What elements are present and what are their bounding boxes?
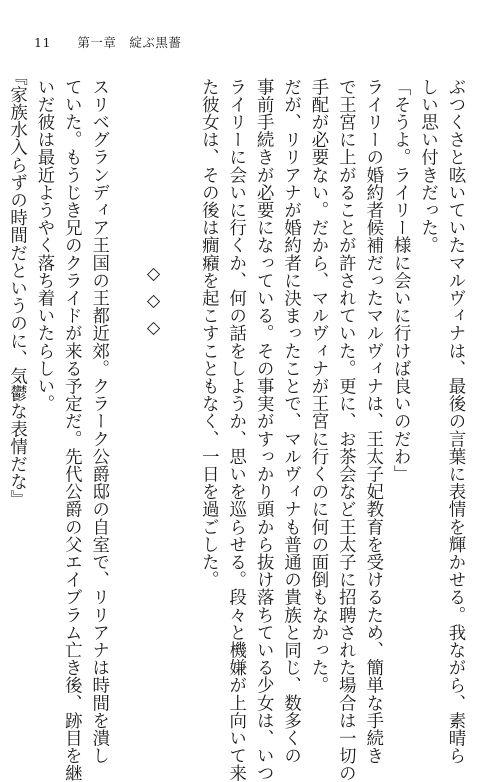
text-column: で王宮に上がることが許されていた。更に、お茶会など王太子に招聘された場合は一切の <box>335 78 356 782</box>
chapter-title: 第一章 綻ぶ黒薔 <box>77 35 182 50</box>
vertical-body-text <box>0 68 468 782</box>
text-column: た彼女は、その後は癇癪を起こすこともなく、一日を過ごした。 <box>198 78 219 589</box>
blank-column <box>167 78 194 678</box>
page-number: 11 <box>34 35 51 50</box>
blank-column <box>112 78 139 678</box>
text-column: ライリーに会いに行くか、何の話をしようか、思いを巡らせる。段々と機嫌が上向いて来 <box>225 78 246 782</box>
text-column: ライリーの婚約者候補だったマルヴィナは、王太子妃教育を受けるため、簡単な手続き <box>362 78 383 765</box>
text-column: いだ彼は最近ようやく落ち着いたらしい。 <box>33 78 54 413</box>
text-column: だが、リリアナが婚約者に決まったことで、マルヴィナも普通の貴族と同じ、数多くの <box>280 78 301 765</box>
section-break: ◇◇◇ <box>143 264 164 345</box>
text-column: ていた。もうじき兄のクライドが来る予定だ。先代公爵の父エイブラム亡き後、跡目を継 <box>61 78 82 782</box>
running-header <box>34 33 181 51</box>
text-column: 手配が必要ない。だから、マルヴィナが王宮に行くのに何の面倒もなかった。 <box>307 78 328 694</box>
text-column: ぶつくさと呟いていたマルヴィナは、最後の言葉に表情を輝かせる。我ながら、素晴ら <box>445 78 465 765</box>
text-column <box>0 78 2 678</box>
text-column: 「そうよ。ライリー様に会いに行けば良いのだわ」 <box>390 78 411 483</box>
text-column: 事前手続きが必要になっている。その事実がすっかり頭から抜け落ちている少女は、いつ <box>253 78 274 782</box>
text-column: スリベグランディア王国の王都近郊。クラーク公爵邸の自室で、リリアナは時間を潰し <box>88 78 109 765</box>
text-column: しい思い付きだった。 <box>417 78 438 254</box>
text-column: 『家族水入らずの時間だというのに、気鬱な表情だな』 <box>6 68 27 508</box>
